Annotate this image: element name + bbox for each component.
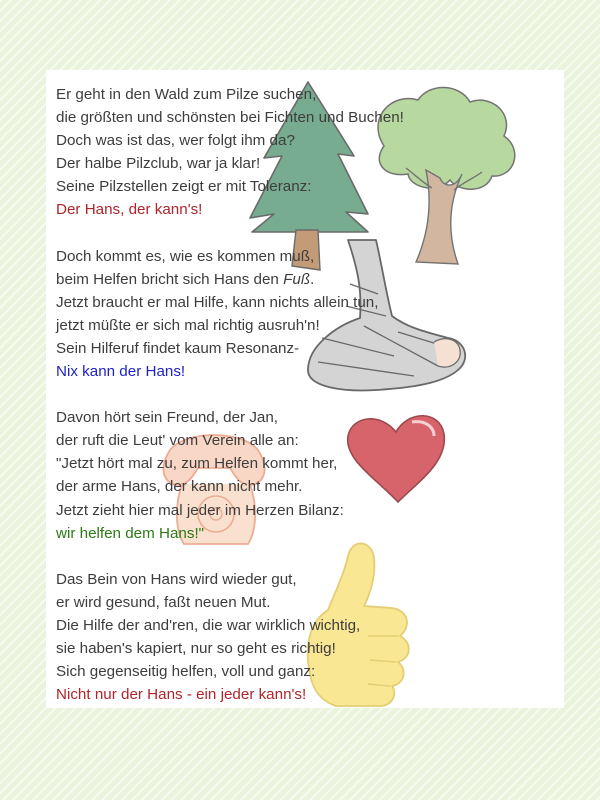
stanza-1 xyxy=(56,83,556,222)
poem-card xyxy=(46,70,564,708)
refrain-line: Nicht nur der Hans - ein jeder kann's! xyxy=(56,686,307,704)
poem-line: Er geht in den Wald zum Pilze suchen, xyxy=(56,86,317,103)
poem-line xyxy=(56,268,556,291)
refrain-line: Der Hans, der kann's! xyxy=(56,201,203,219)
poem-line: Davon hört sein Freund, der Jan, xyxy=(56,409,279,427)
poem-line: er wird gesund, faßt neuen Mut. xyxy=(56,593,271,611)
refrain-line: wir helfen dem Hans!" xyxy=(56,524,205,542)
poem-line: Jetzt zieht hier mal jeder im Herzen Bilanz: xyxy=(56,501,344,519)
poem-line: der arme Hans, der kann nicht mehr. xyxy=(56,478,303,496)
stanza-4 xyxy=(56,568,556,707)
poem-line: jetzt müßte er sich mal richtig ausruh'n! xyxy=(56,316,320,334)
poem-line: Sich gegenseitig helfen, voll und ganz: xyxy=(56,663,316,681)
poem-line: Der halbe Pilzclub, war ja klar! xyxy=(56,155,261,173)
poem-line: die größten und schönsten bei Fichten und Buchen! xyxy=(56,109,404,127)
refrain-line: Nix kann der Hans! xyxy=(56,363,186,381)
poem-line: sie haben's kapiert, nur so geht es richtig! xyxy=(56,639,336,657)
poem-line: Doch was ist das, wer folgt ihm da? xyxy=(56,132,295,150)
poem-line: Jetzt braucht er mal Hilfe, kann nichts allein tun, xyxy=(56,293,379,311)
poem-line: "Jetzt hört mal zu, zum Helfen kommt her, xyxy=(56,455,338,473)
poem-line: der ruft die Leut' vom Verein alle an: xyxy=(56,432,299,450)
poem-line: Die Hilfe der and'ren, die war wirklich wichtig, xyxy=(56,616,361,634)
poem-line: Seine Pilzstellen zeigt er mit Toleranz: xyxy=(56,178,312,196)
poem-line: Das Bein von Hans wird wieder gut, xyxy=(56,570,297,588)
poem-line: Sein Hilferuf findet kaum Resonanz- xyxy=(56,339,300,357)
poem-line-italic-word: Fuß xyxy=(283,270,311,288)
stanza-3 xyxy=(56,406,556,545)
stanza-2 xyxy=(56,245,556,384)
poem-line-end: . xyxy=(310,270,315,288)
poem xyxy=(56,83,556,729)
poem-line: Doch kommt es, wie es kommen muß, xyxy=(56,247,315,265)
poem-line-text: beim Helfen bricht sich Hans den xyxy=(56,270,284,288)
